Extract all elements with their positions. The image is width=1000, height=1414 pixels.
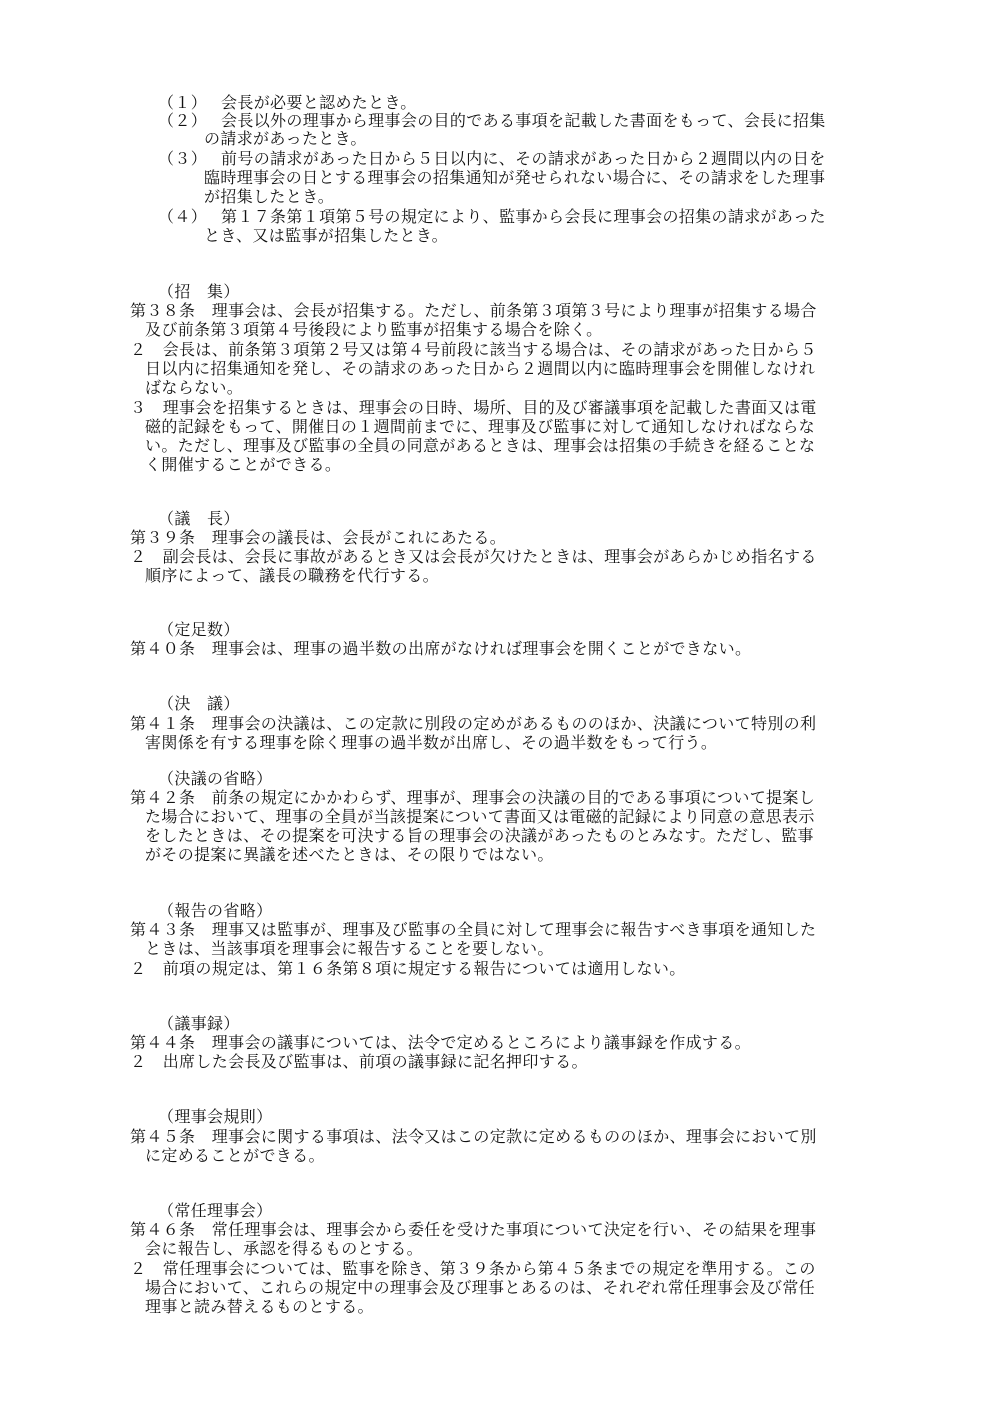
item-text: の請求があったとき。 — [204, 129, 367, 148]
article-text: 第４６条 常任理事会は、理事会から委任を受けた事項について決定を行い、その結果を理事 — [130, 1220, 817, 1239]
item-text: 第１７条第１項第５号の規定により、監事から会長に理事会の招集の請求があった — [221, 207, 826, 226]
article-text: がその提案に異議を述べたときは、その限りではない。 — [145, 845, 554, 864]
article-heading: （理事会規則） — [158, 1107, 273, 1126]
article-text: ２ 前項の規定は、第１６条第８項に規定する報告については適用しない。 — [130, 959, 686, 978]
article-heading: （報告の省略） — [158, 901, 273, 920]
article-text: い。ただし、理事及び監事の全員の同意があるときは、理事会は招集の手続きを経ることな — [145, 436, 816, 455]
item-number: （２） — [158, 111, 208, 130]
article-text: 第４２条 前条の規定にかかわらず、理事が、理事会の決議の目的である事項について提案し — [130, 788, 816, 807]
item-number: （３） — [158, 149, 208, 168]
article-text: 場合において、これらの規定中の理事会及び理事とあるのは、それぞれ常任理事会及び常任 — [145, 1278, 816, 1297]
item-text: 会長が必要と認めたとき。 — [221, 93, 417, 112]
article-text: 第３９条 理事会の議長は、会長がこれにあたる。 — [130, 528, 507, 547]
article-text: 第４０条 理事会は、理事の過半数の出席がなければ理事会を開くことができない。 — [130, 639, 752, 658]
item-text: 臨時理事会の日とする理事会の招集通知が発せられない場合に、その請求をした理事 — [204, 168, 826, 187]
article-text: 磁的記録をもって、開催日の１週間前までに、理事及び監事に対して通知しなければならな — [145, 417, 816, 436]
article-text: 第４５条 理事会に関する事項は、法令又はこの定款に定めるもののほか、理事会において別 — [130, 1127, 817, 1146]
item-text: とき、又は監事が招集したとき。 — [204, 226, 448, 245]
article-text: ばならない。 — [145, 378, 244, 397]
article-text: 理事と読み替えるものとする。 — [145, 1297, 374, 1316]
article-text: 日以内に招集通知を発し、その請求のあった日から２週間以内に臨時理事会を開催しなけれ — [145, 359, 816, 378]
item-text: 会長以外の理事から理事会の目的である事項を記載した書面をもって、会長に招集 — [221, 111, 826, 130]
article-text: 第３８条 理事会は、会長が招集する。ただし、前条第３項第３号により理事が招集する場合 — [130, 301, 817, 320]
article-text: 会に報告し、承認を得るものとする。 — [145, 1239, 423, 1258]
article-heading: （議 長） — [158, 509, 240, 528]
article-heading: （定足数） — [158, 620, 240, 639]
article-text: ３ 理事会を招集するときは、理事会の日時、場所、目的及び審議事項を記載した書面又は電 — [130, 398, 817, 417]
article-text: 及び前条第３項第４号後段により監事が招集する場合を除く。 — [145, 320, 603, 339]
article-text: に定めることができる。 — [145, 1146, 325, 1165]
article-text: 害関係を有する理事を除く理事の過半数が出席し、その過半数をもって行う。 — [145, 733, 718, 752]
article-heading: （招 集） — [158, 282, 240, 301]
article-heading: （決議の省略） — [158, 769, 273, 788]
article-text: 第４４条 理事会の議事については、法令で定めるところにより議事録を作成する。 — [130, 1033, 751, 1052]
article-text: ２ 常任理事会については、監事を除き、第３９条から第４５条までの規定を準用する。この — [130, 1259, 816, 1278]
item-text: が招集したとき。 — [204, 187, 335, 206]
item-number: （４） — [158, 207, 208, 226]
article-text: ２ 出席した会長及び監事は、前項の議事録に記名押印する。 — [130, 1052, 588, 1071]
article-text: ときは、当該事項を理事会に報告することを要しない。 — [145, 939, 554, 958]
article-text: 順序によって、議長の職務を代行する。 — [145, 566, 439, 585]
article-heading: （決 議） — [158, 694, 240, 713]
article-heading: （議事録） — [158, 1014, 240, 1033]
article-text: く開催することができる。 — [145, 455, 342, 474]
article-heading: （常任理事会） — [158, 1201, 273, 1220]
article-text: ２ 副会長は、会長に事故があるとき又は会長が欠けたときは、理事会があらかじめ指名する — [130, 547, 817, 566]
article-text: た場合において、理事の全員が当該提案について書面又は電磁的記録により同意の意思表示 — [145, 807, 815, 826]
article-text: 第４３条 理事又は監事が、理事及び監事の全員に対して理事会に報告すべき事項を通知した — [130, 920, 817, 939]
item-number: （１） — [158, 93, 208, 112]
article-text: ２ 会長は、前条第３項第２号又は第４号前段に該当する場合は、その請求があった日から５ — [130, 340, 817, 359]
article-text: をしたときは、その提案を可決する旨の理事会の決議があったものとみなす。ただし、監事 — [145, 826, 814, 845]
article-text: 第４１条 理事会の決議は、この定款に別段の定めがあるもののほか、決議について特別の利 — [130, 714, 817, 733]
item-text: 前号の請求があった日から５日以内に、その請求があった日から２週間以内の日を — [221, 149, 826, 168]
